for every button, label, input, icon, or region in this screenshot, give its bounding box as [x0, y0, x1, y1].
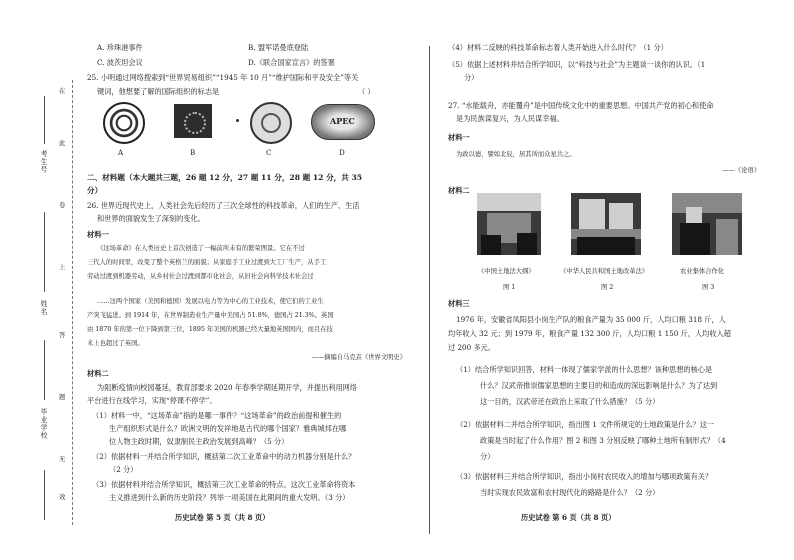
q27-sub1-line: （1）结合所学知识回答，材料一体现了儒家学派的什么思想？该种思想的核心是: [456, 365, 713, 374]
figure-2-number: 图 2: [601, 284, 614, 291]
q27-sub2-line: 政策是当时起了什么作用？图 2 和图 3 分别反映了哪种土地所有制形式？（4: [480, 436, 726, 445]
name-label: 姓名: [39, 300, 47, 316]
school-fill-line: [44, 470, 45, 520]
q27-material-3-line: 均年收入 32 元；到 1979 年，粮食产量 132 300 斤，人均口粮 1 150 斤，人均收入超: [448, 329, 731, 338]
q27-intro-line1: 27. “水能载舟，亦能覆舟”是中国传统文化中的重要思想。中国共产党的初心和使命: [448, 101, 714, 110]
q27-sub2-line: （2）依据材料二并结合所学知识，指出图 1 文件所规定的土地政策是什么？这一: [456, 420, 715, 429]
q27-sub1-line: 这一目的，汉武帝还在政治上采取了什么措施？（5 分）: [480, 397, 660, 406]
q25-stem-line2: 键词，他想要了解的国际组织的标志是: [97, 87, 220, 96]
q26-sub3-line: 主义推进到什么新的历史阶段？列举一项美国在此期间的重大发明。（3 分）: [109, 493, 350, 502]
material-1-para2-line: 产突飞猛进。到 1914 年，在世界制造业生产量中美国占 51.8%，德国占 21.3%。英国: [87, 312, 334, 319]
eu-flag-logo: [174, 104, 212, 138]
seal-char: 无: [59, 456, 66, 463]
photo-figure-2: [571, 193, 641, 255]
material-2-label: 材料二: [87, 369, 109, 378]
seal-char: 答: [59, 332, 66, 339]
apec-logo-text: APEC: [330, 116, 355, 126]
q26-sub1-line: 位人物主政时期，奴隶制民主政治发展到高峰？（5 分）: [109, 437, 289, 446]
left-page-footer: 历史试卷 第 5 页（共 8 页）: [175, 513, 270, 522]
material-1-para2-line: ……这两个国家（美国和德国）发展以电力等为中心的工业技术，使它们的工业生: [97, 298, 324, 305]
q26-intro-line2: 和世界的面貌发生了深刻的变化。: [97, 214, 205, 223]
q24-option-d: D.《联合国家宣言》的签署: [248, 58, 335, 67]
logo-label-b: B: [190, 148, 196, 157]
q24-option-b: B. 盟军诺曼底登陆: [248, 43, 309, 52]
material-1-para1-line: 《这场革命》在人类历史上首次创造了一幅前所未有的繁荣图景。它在不过: [97, 245, 305, 252]
section-2-header-cont: 分）: [87, 186, 103, 195]
material-2-line: 为阻断疫情向校园蔓延，教育部要求 2020 年春季学期延期开学，并提出利用网络: [97, 383, 358, 392]
seal-char: 此: [59, 140, 66, 147]
photo-figure-3: [672, 193, 742, 255]
q24-option-c: C. 波茨坦会议: [97, 58, 143, 67]
material-1-para2-line: 术上也超过了英国。: [87, 340, 144, 347]
seal-char: 效: [59, 494, 66, 501]
q26-sub5-line1: （5）依据上述材料并结合所学知识，以“科技与社会”为主题谈一谈你的认识。（1: [448, 60, 706, 69]
q26-sub2-line: （2 分）: [109, 465, 138, 474]
separator-dot-icon: [236, 119, 239, 122]
q26-sub5-line2: 分）: [464, 73, 479, 82]
q27-material-1-source: ——《论语》: [722, 167, 760, 174]
q26-sub1-line: 生产组织形式是什么？欧洲文明的发祥地是古代的哪个国家？雅典城邦在哪: [109, 424, 347, 433]
q27-material-3-line: 过 200 多元。: [448, 343, 496, 352]
q26-sub1-line: （1）材料一中，“这场革命”指的是哪一事件？“这场革命”的政治前提和催生的: [92, 411, 342, 420]
figure-3-caption: 农业集体合作化: [680, 268, 725, 275]
seal-char: 卷: [59, 202, 66, 209]
figure-3-number: 图 3: [702, 284, 715, 291]
figure-1-caption: 《中国土地法大纲》: [478, 268, 535, 275]
q27-sub3-line: （3）依据材料三并结合所学知识，指出小岗村农民收入的增加与哪项政策有关？: [456, 472, 713, 481]
right-page-footer: 历史试卷 第 6 页（共 8 页）: [521, 513, 616, 522]
q27-material-1-quote: 为政以德，譬如北辰，居其所而众星共之。: [456, 151, 576, 158]
seal-char: 上: [59, 264, 66, 271]
material-1-para1-line: 三代人的时间里，改变了整个英格兰的面貌；从家庭手工业过渡到大工厂生产，从手工: [87, 259, 327, 266]
material-1-label: 材料一: [87, 230, 109, 239]
q27-sub1-line: 什么？汉武帝推崇儒家思想的主要目的和造成的深远影响是什么？为了达到: [480, 381, 718, 390]
q25-answer-paren: （ ）: [358, 87, 375, 96]
figure-1-number: 图 1: [503, 284, 516, 291]
seal-char: 题: [59, 394, 66, 401]
material-2-line: 平台进行在线学习，实现“停课不停学”。: [87, 396, 217, 405]
q27-material-1-label: 材料一: [448, 133, 470, 142]
exam-number-label: 考生号: [39, 150, 47, 174]
school-label: 毕业学校: [39, 408, 47, 440]
q27-material-3-label: 材料三: [448, 299, 470, 308]
figure-2-caption: 《中华人民共和国土地改革法》: [560, 268, 649, 275]
photo-figure-1: [477, 193, 541, 255]
un-emblem-logo: [250, 102, 292, 144]
logo-label-d: D: [339, 148, 345, 157]
q27-sub2-line: 分）: [480, 452, 495, 461]
q26-intro-line1: 26. 世界近现代史上，人类社会先后经历了三次全球性的科技革命，人们的生产、生活: [87, 201, 360, 210]
exam-number-fill-line-2: [44, 212, 45, 292]
section-2-header: 二、材料题（本大题共三题，26 题 12 分，27 题 11 分，28 题 12 分，共 35: [87, 173, 363, 182]
q24-option-a: A. 珍珠港事件: [97, 43, 143, 52]
q27-intro-line2: 是为民族谋复兴，为人民谋幸福。: [456, 114, 564, 123]
q25-stem-line1: 25. 小明通过网络搜索到“世界贸易组织”“1945 年 10 月”“维护国际和平及安全”等关: [87, 73, 359, 82]
page-divider: [429, 46, 430, 534]
binding-dashed-line: [72, 80, 73, 525]
q27-sub3-line: 当时实现农民致富和农村现代化的路路是什么？（2 分）: [480, 488, 660, 497]
seal-char: 在: [59, 88, 66, 95]
name-fill-line: [44, 340, 45, 400]
apec-logo: [311, 104, 375, 140]
q26-sub3-line: （3）依据材料并结合所学知识，概括第三次工业革命的特点。这次工业革命将资本: [92, 480, 356, 489]
q26-sub2-line: （2）依据材料一并结合所学知识，概括第二次工业革命中的动力机器分别是什么？: [92, 452, 356, 461]
material-1-para2-line: 由 1870 年的第一位下降到第三位，1895 年美国的机器已经大量地英国国内，而且在技: [87, 326, 333, 333]
q27-material-3-line: 1976 年，安徽省凤阳县小岗生产队的粮食产量为 35 000 斤，人均口粮 318 斤，人: [456, 315, 726, 324]
exam-number-fill-line: [44, 96, 45, 144]
logo-label-a: A: [118, 148, 124, 157]
q26-sub4: （4）材料二反映的科技革命标志着人类开始进入什么时代？（1 分）: [448, 43, 668, 52]
wto-logo: [103, 102, 145, 144]
q27-material-2-label: 材料二: [448, 186, 470, 195]
material-1-para1-line: 劳动过渡到机器劳动，从乡村社会过渡到都市化社会，从旧社会向科学技术社会过: [87, 273, 314, 280]
material-1-source: ——摘编自马克垚《世界文明史》: [311, 354, 406, 361]
logo-label-c: C: [266, 148, 272, 157]
